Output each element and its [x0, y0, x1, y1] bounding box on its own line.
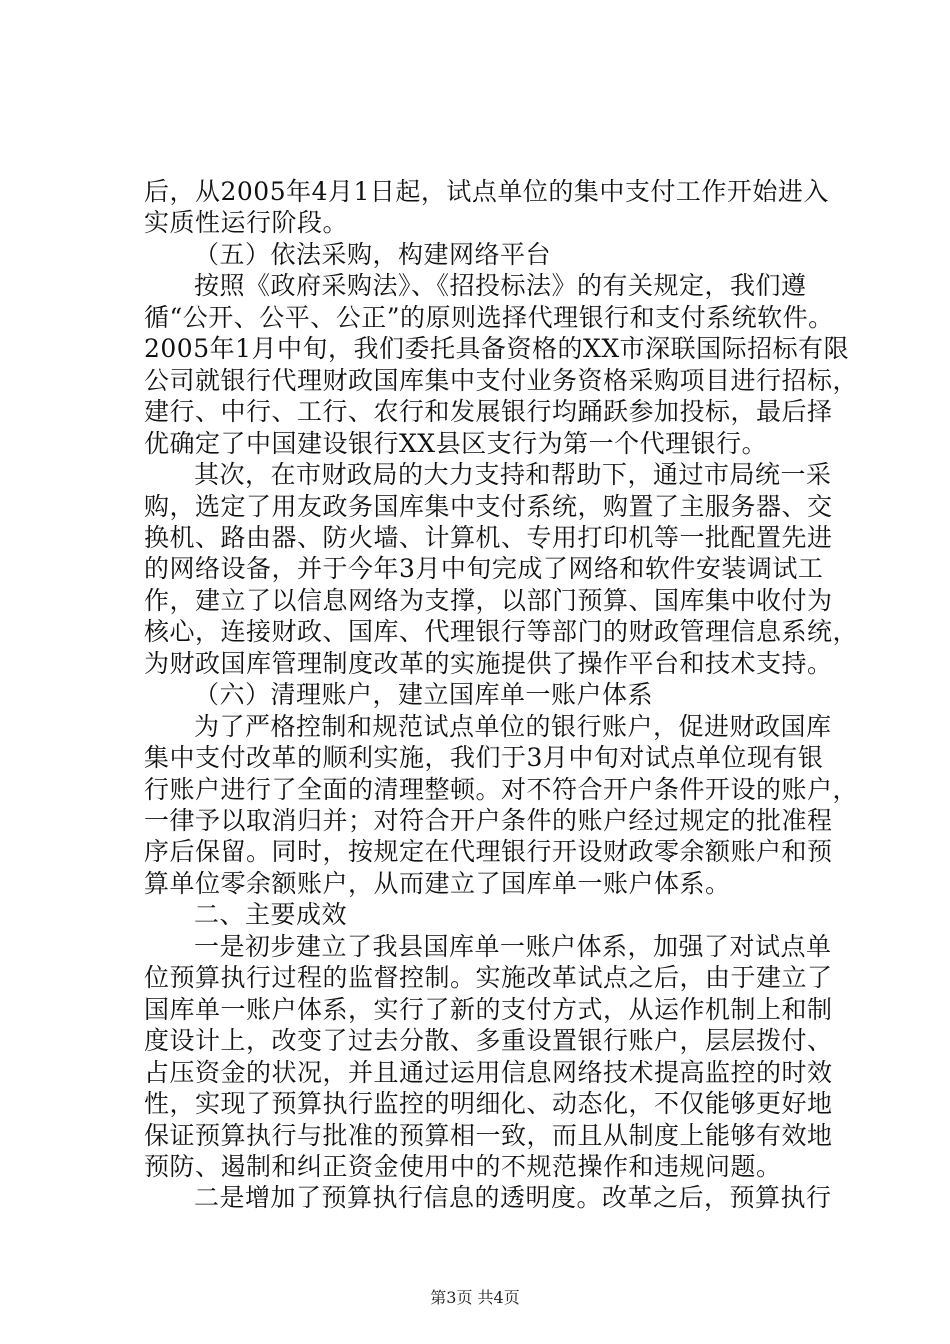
text-line: 2005年1月中旬，我们委托具备资格的XX市深联国际招标有限 — [144, 334, 850, 364]
text-line: 行账户进行了全面的清理整顿。对不符合开户条件开设的账户， — [144, 774, 859, 804]
text-line: 一律予以取消归并；对符合开户条件的账户经过规定的批准程 — [144, 806, 833, 835]
text-line: 购，选定了用友政务国库集中支付系统，购置了主服务器、交 — [144, 491, 833, 521]
page-footer: 第3页 共4页 — [430, 1288, 520, 1307]
text-line: 建行、中行、工行、农行和发展银行均踊跃参加投标，最后择 — [144, 397, 833, 427]
text-line: 为财政国库管理制度改革的实施提供了操作平台和技术支持。 — [144, 648, 833, 678]
text-line: 序后保留。同时，按规定在代理银行开设财政零余额账户和预 — [144, 837, 833, 867]
text-line: 公司就银行代理财政国库集中支付业务资格采购项目进行招标， — [144, 365, 859, 395]
text-line: 国库单一账户体系，实行了新的支付方式，从运作机制上和制 — [144, 994, 833, 1024]
section-heading: （六）清理账户，建立国库单一账户体系 — [194, 680, 654, 710]
text-line: 二是增加了预算执行信息的透明度。改革之后，预算执行 — [194, 1183, 832, 1213]
text-line: 其次，在市财政局的大力支持和帮助下，通过市局统一采 — [194, 460, 832, 490]
text-line: 为了严格控制和规范试点单位的银行账户，促进财政国库 — [194, 711, 832, 741]
text-line: 保证预算执行与批准的预算相一致，而且从制度上能够有效地 — [144, 1120, 833, 1150]
text-line: 一是初步建立了我县国库单一账户体系，加强了对试点单 — [194, 931, 832, 961]
text-line: 算单位零余额账户，从而建立了国库单一账户体系。 — [144, 868, 731, 898]
text-line: 优确定了中国建设银行XX县区支行为第一个代理银行。 — [144, 428, 768, 458]
text-line: 预防、遏制和纠正资金使用中的不规范操作和违规问题。 — [144, 1151, 782, 1181]
text-line: 度设计上，改变了过去分散、多重设置银行账户，层层拨付、 — [144, 1026, 833, 1056]
section-heading: 二、主要成效 — [194, 900, 348, 930]
text-line: 占压资金的状况，并且通过运用信息网络技术提高监控的时效 — [144, 1057, 833, 1087]
text-line: 换机、路由器、防火墙、计算机、专用打印机等一批配置先进 — [144, 522, 833, 552]
text-line: 性，实现了预算执行监控的明细化、动态化，不仅能够更好地 — [144, 1089, 833, 1119]
text-line: 按照《政府采购法》、《招投标法》的有关规定，我们遵 — [194, 271, 807, 301]
text-line: 核心，连接财政、国库、代理银行等部门的财政管理信息系统， — [144, 617, 859, 647]
text-line: 实质性运行阶段。 — [144, 208, 349, 238]
text-line: 后，从2005年4月1日起，试点单位的集中支付工作开始进入 — [144, 177, 829, 206]
text-line: 位预算执行过程的监督控制。实施改革试点之后，由于建立了 — [144, 963, 833, 993]
text-line: 的网络设备，并于今年3月中旬完成了网络和软件安装调试工 — [144, 554, 824, 584]
section-heading: （五）依法采购，构建网络平台 — [194, 239, 552, 269]
text-line: 循“公开、公平、公正”的原则选择代理银行和支付系统软件。 — [144, 302, 834, 332]
text-line: 作，建立了以信息网络为支撑，以部门预算、国库集中收付为 — [144, 585, 833, 615]
text-line: 集中支付改革的顺利实施，我们于3月中旬对试点单位现有银 — [144, 743, 824, 773]
